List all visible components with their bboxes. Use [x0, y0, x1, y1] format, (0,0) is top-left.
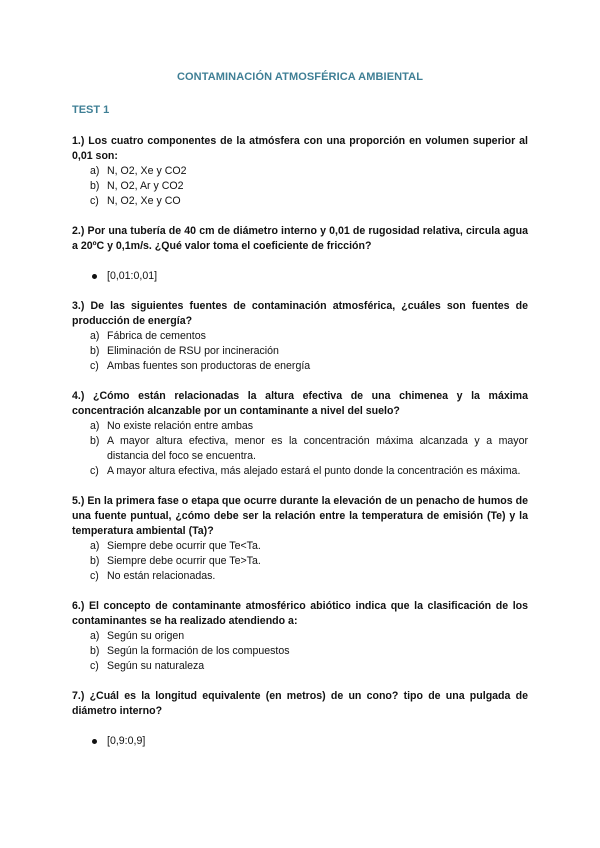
answer-item: [90, 269, 528, 284]
option-marker: a): [90, 630, 100, 642]
question-text: 5.) En la primera fase o etapa que ocurre durante la elevación de un penacho de humos de una fuente puntual, ¿cómo debe ser la relación entre la temperatura de emisión (Te) y la temperatura ambiental (Ta)?: [72, 495, 528, 537]
option-item: [90, 194, 528, 209]
option-item: [90, 539, 528, 554]
question-block: [72, 134, 528, 209]
question-block: [72, 224, 528, 284]
option-marker: a): [90, 540, 100, 552]
option-marker: c): [90, 570, 99, 582]
option-marker: b): [90, 435, 100, 447]
option-text: N, O2, Ar y CO2: [107, 180, 184, 192]
option-marker: b): [90, 345, 100, 357]
question-text: 2.) Por una tubería de 40 cm de diámetro interno y 0,01 de rugosidad relativa, circula agua a 20ºC y 0,1m/s. ¿Qué valor toma el coeficiente de fricción?: [72, 225, 528, 252]
option-item: [90, 329, 528, 344]
question-text: 4.) ¿Cómo están relacionadas la altura efectiva de una chimenea y la máxima concentración alcanzable por un contaminante a nivel del suelo?: [72, 390, 528, 417]
option-text: A mayor altura efectiva, menor es la concentración máxima alcanzada y a mayor distancia del foco se encuentra.: [107, 435, 528, 462]
option-marker: b): [90, 180, 100, 192]
option-text: Fábrica de cementos: [107, 330, 206, 342]
answer-list: [72, 269, 528, 284]
option-item: [90, 344, 528, 359]
answer-text: [0,9:0,9]: [107, 735, 146, 747]
option-item: [90, 659, 528, 674]
answer-item: [90, 734, 528, 749]
option-text: Siempre debe ocurrir que Te<Ta.: [107, 540, 261, 552]
section-heading: TEST 1: [72, 104, 110, 116]
option-item: [90, 629, 528, 644]
option-marker: a): [90, 165, 100, 177]
option-item: [90, 164, 528, 179]
option-text: No existe relación entre ambas: [107, 420, 254, 432]
question-block: [72, 689, 528, 749]
option-list: [72, 164, 528, 209]
option-item: [90, 554, 528, 569]
option-marker: c): [90, 465, 99, 477]
option-item: [90, 464, 528, 479]
option-text: No están relacionadas.: [107, 570, 216, 582]
bullet-icon: [92, 739, 97, 744]
option-item: [90, 644, 528, 659]
answer-text: [0,01:0,01]: [107, 270, 158, 282]
option-item: [90, 434, 528, 464]
option-text: Siempre debe ocurrir que Te>Ta.: [107, 555, 261, 567]
option-text: Según su naturaleza: [107, 660, 205, 672]
option-text: Ambas fuentes son productoras de energía: [107, 360, 311, 372]
bullet-icon: [92, 274, 97, 279]
option-marker: b): [90, 645, 100, 657]
option-item: [90, 419, 528, 434]
option-item: [90, 179, 528, 194]
option-text: Según la formación de los compuestos: [107, 645, 290, 657]
option-text: N, O2, Xe y CO: [107, 195, 181, 207]
option-marker: c): [90, 360, 99, 372]
question-block: [72, 389, 528, 479]
option-text: N, O2, Xe y CO2: [107, 165, 187, 177]
question-block: [72, 494, 528, 584]
question-text: 1.) Los cuatro componentes de la atmósfera con una proporción en volumen superior al 0,01 son:: [72, 135, 528, 162]
question-list: [72, 134, 528, 749]
question-text: 6.) El concepto de contaminante atmosférico abiótico indica que la clasificación de los contaminantes se ha realizado atendiendo a:: [72, 600, 528, 627]
option-marker: c): [90, 660, 99, 672]
document-page: [72, 70, 528, 764]
document-title: CONTAMINACIÓN ATMOSFÉRICA AMBIENTAL: [176, 71, 424, 83]
option-text: A mayor altura efectiva, más alejado estará el punto donde la concentración es máxima.: [107, 465, 521, 477]
option-item: [90, 359, 528, 374]
question-block: [72, 299, 528, 374]
option-list: [72, 329, 528, 374]
option-list: [72, 419, 528, 479]
option-list: [72, 539, 528, 584]
option-marker: a): [90, 330, 100, 342]
option-text: Según su origen: [107, 630, 185, 642]
question-text: 3.) De las siguientes fuentes de contaminación atmosférica, ¿cuáles son fuentes de producción de energía?: [72, 300, 528, 327]
question-text: 7.) ¿Cuál es la longitud equivalente (en metros) de un cono? tipo de una pulgada de diámetro interno?: [72, 690, 528, 717]
option-text: Eliminación de RSU por incineración: [107, 345, 279, 357]
option-item: [90, 569, 528, 584]
option-marker: c): [90, 195, 99, 207]
option-marker: a): [90, 420, 100, 432]
question-block: [72, 599, 528, 674]
answer-list: [72, 734, 528, 749]
option-list: [72, 629, 528, 674]
option-marker: b): [90, 555, 100, 567]
